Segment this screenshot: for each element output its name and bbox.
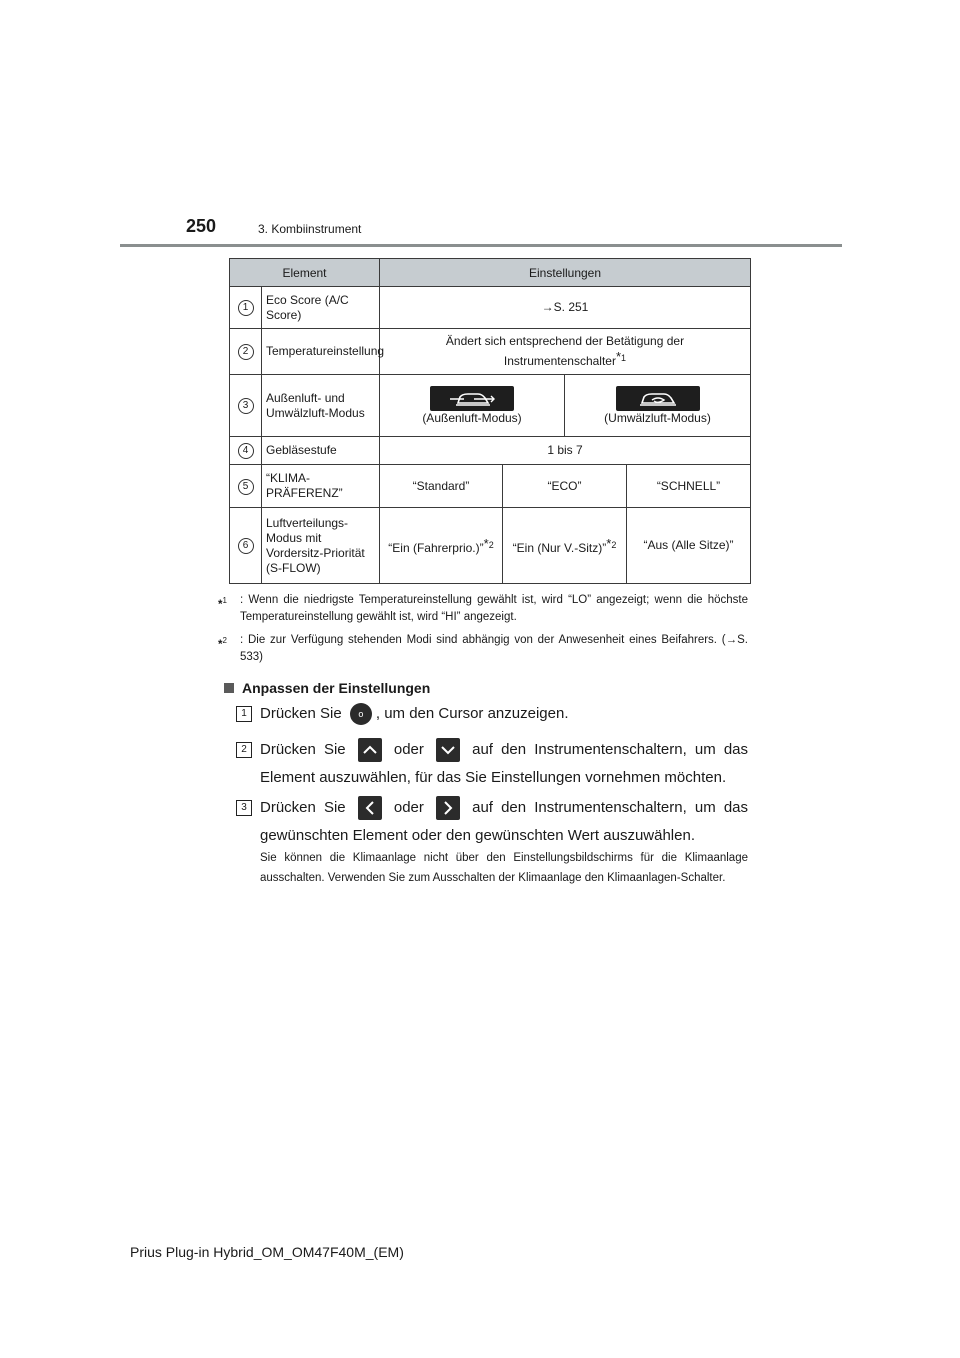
row-value: “Ein (Fahrerprio.)”$^{*2}$ <box>380 508 503 584</box>
column-header-settings: Einstellungen <box>380 259 751 287</box>
step-3: 3 Drücken Sie oder auf den Instrumentenschaltern, um das gewünschten Element oder den gewünschten Wert auszuwählen. <box>236 794 748 850</box>
recirculation-icon <box>616 386 700 411</box>
row-item: Gebläsestufe <box>262 437 380 465</box>
footnote-ref: *2 <box>606 535 617 551</box>
header-divider <box>120 244 842 247</box>
table-row <box>230 465 751 508</box>
subheading: Anpassen der Einstellungen <box>224 680 430 696</box>
up-arrow-button-icon <box>358 738 382 762</box>
column-header-element: Element <box>230 259 380 287</box>
row-number: 5 <box>238 479 254 495</box>
recirculation-label: (Umwälzluft-Modus) <box>604 410 711 425</box>
row-item: Eco Score (A/C Score) <box>262 287 380 329</box>
row-number: 1 <box>238 300 254 316</box>
step-number: 2 <box>236 742 252 758</box>
footnote: *$^2$ : Die zur Verfügung stehenden Modi sind abhängig von der Anwesenheit eines Beifahrers. (→S. 533) <box>218 634 748 663</box>
settings-table <box>229 258 751 584</box>
footnote-ref: *1 <box>615 349 627 364</box>
step-1: 1 Drücken Sie o , um den Cursor anzuzeigen. <box>236 700 748 728</box>
outside-air-icon <box>430 386 514 411</box>
down-arrow-button-icon <box>436 738 460 762</box>
table-row <box>230 437 751 465</box>
table-row <box>230 508 751 584</box>
footnote-ref: *2 <box>483 535 494 551</box>
row-value: 1 bis 7 <box>380 437 751 465</box>
value-outside-air <box>380 375 565 437</box>
section-title: 3. Kombiinstrument <box>258 222 362 236</box>
row-value: “Ein (Nur V.-Sitz)”$^{*2}$ <box>503 508 627 584</box>
table-header-row <box>230 259 751 287</box>
left-arrow-button-icon <box>358 796 382 820</box>
step-number: 3 <box>236 800 252 816</box>
right-arrow-button-icon <box>436 796 460 820</box>
row-number: 6 <box>238 538 254 554</box>
bullet-square-icon <box>224 683 234 693</box>
row-number: 3 <box>238 398 254 414</box>
row-item: Temperatureinstellung <box>262 329 380 375</box>
footer-document-id: Prius Plug-in Hybrid_OM_OM47F40M_(EM) <box>130 1244 404 1260</box>
value-recirculation <box>565 375 751 437</box>
outside-air-label: (Außenluft-Modus) <box>422 410 522 425</box>
row-value: “ECO” <box>503 465 627 508</box>
row-item: Außenluft- und Umwälzluft-Modus <box>262 375 380 437</box>
step-number: 1 <box>236 706 252 722</box>
table-row <box>230 329 751 375</box>
step-2: 2 Drücken Sie oder auf den Instrumentenschaltern, um das Element auszuwählen, für das Sie Einstellungen vornehmen möchten. <box>236 736 748 792</box>
row-value: “Standard” <box>380 465 503 508</box>
ok-button-icon: o <box>350 703 372 725</box>
row-item: “KLIMA-PRÄFERENZ” <box>262 465 380 508</box>
table-row <box>230 287 751 329</box>
row-number: 4 <box>238 443 254 459</box>
row-value: →S. 251 <box>380 287 751 329</box>
row-value-text: Ändert sich entsprechend der Betätigung der Instrumentenschalter <box>445 334 685 368</box>
footnote: *$^1$ : Wenn die niedrigste Temperatureinstellung gewählt ist, wird “LO” angezeigt; wenn die höchste Temperatureinstellung gewählt ist, wird “HI” angezeigt. <box>218 594 748 623</box>
row-number: 2 <box>238 344 254 360</box>
row-value: “SCHNELL” <box>627 465 751 508</box>
info-note: Sie können die Klimaanlage nicht über den Einstellungsbildschirms für die Klimaanlage ausschalten. Verwenden Sie zum Ausschalten der Klimaanlage den Klimaanlagen-Schalter. <box>260 852 748 884</box>
table-row <box>230 375 751 437</box>
row-item: Luftverteilungs-Modus mit Vordersitz-Priorität (S-FLOW) <box>262 508 380 584</box>
row-value: “Aus (Alle Sitze)” <box>627 508 751 584</box>
page-number: 250 <box>186 216 217 236</box>
row-value <box>380 329 751 375</box>
